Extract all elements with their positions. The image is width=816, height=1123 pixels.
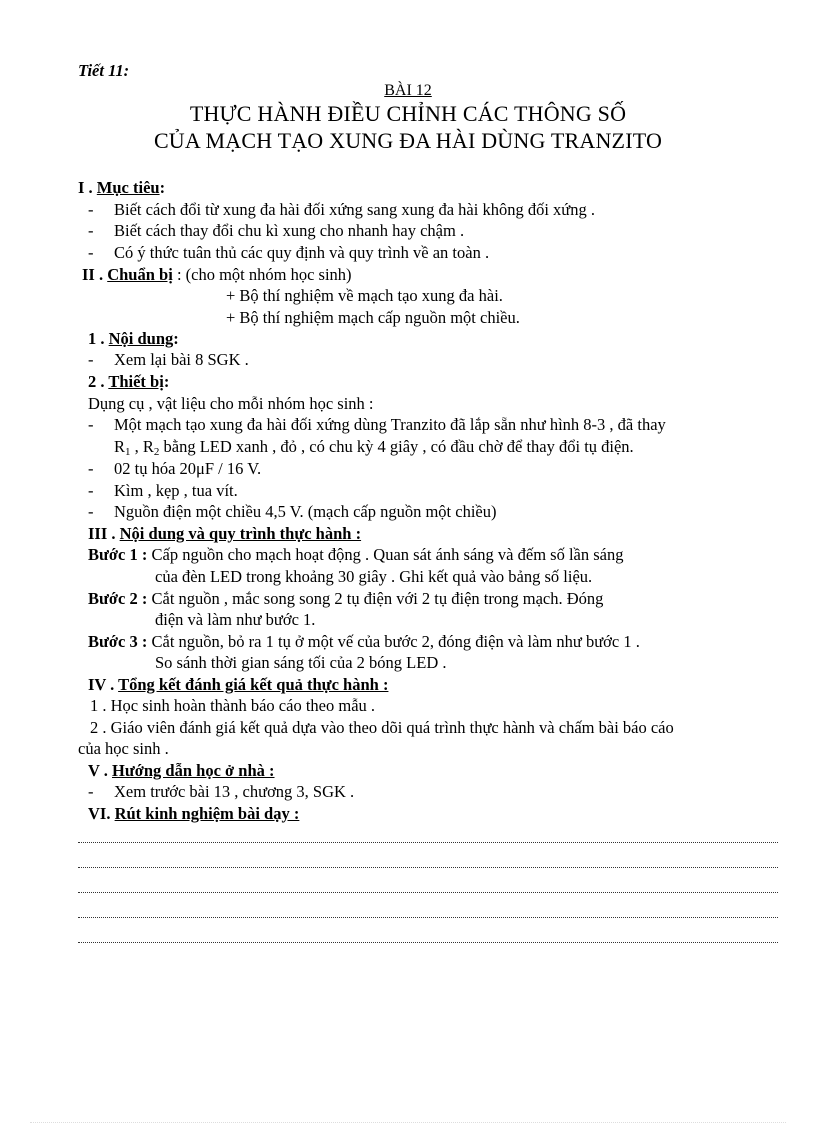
section-title: Chuẩn bị xyxy=(107,265,173,284)
step-3 xyxy=(88,631,640,653)
bullet: - xyxy=(88,415,94,434)
subscript: 1 xyxy=(125,446,131,458)
colon: : xyxy=(159,178,166,197)
objective-text: Biết cách thay đổi chu kì xung cho nhanh hay chậm . xyxy=(114,221,465,240)
section-prefix: IV . xyxy=(88,675,119,694)
dotted-line xyxy=(78,942,778,943)
colon: : xyxy=(163,372,170,391)
preparation-item: + Bộ thí nghiệm mạch cấp nguồn một chiều. xyxy=(226,308,520,327)
section-prefix: I . xyxy=(78,178,97,197)
summary-line: 2 . Giáo viên đánh giá kết quả dựa vào theo dõi quá trình thực hành và chấm bài báo cáo xyxy=(90,718,674,737)
page-title-line2: CỦA MẠCH TẠO XUNG ĐA HÀI DÙNG TRANZITO xyxy=(153,128,663,153)
sub-title: Thiết bị xyxy=(108,372,164,391)
sub-prefix: 1 . xyxy=(88,329,109,348)
step-2-continuation: điện và làm như bước 1. xyxy=(155,610,316,629)
objective-text: Có ý thức tuân thủ các quy định và quy trình về an toàn . xyxy=(114,243,490,262)
homework-text: Xem trước bài 13 , chương 3, SGK . xyxy=(114,782,355,801)
objective-item xyxy=(88,199,595,221)
step-text: Cắt nguồn, bỏ ra 1 tụ ở một vế của bước 2, đóng điện và làm như bước 1 . xyxy=(147,632,640,651)
dotted-line xyxy=(78,917,778,918)
objective-item xyxy=(88,220,464,242)
period-label: Tiết 11: xyxy=(78,61,130,80)
lesson-number: BÀI 12 xyxy=(384,82,432,99)
bullet: - xyxy=(88,481,94,500)
section-prefix: II . xyxy=(82,265,108,284)
content-text: Xem lại bài 8 SGK . xyxy=(114,350,249,369)
sub-prefix: 2 . xyxy=(88,372,109,391)
dotted-line xyxy=(78,867,778,868)
section-preparation-heading xyxy=(82,264,352,286)
bullet: - xyxy=(88,243,94,262)
equipment-text: 02 tụ hóa 20μF / 16 V. xyxy=(114,459,262,478)
section-title: Tổng kết đánh giá kết quả thực hành : xyxy=(118,675,389,694)
summary-line: 1 . Học sinh hoàn thành báo cáo theo mẫu . xyxy=(90,696,376,715)
step-1 xyxy=(88,544,623,566)
objective-item xyxy=(88,242,489,264)
equipment-item-continuation xyxy=(114,436,634,458)
equipment-text: Một mạch tạo xung đa hài đối xứng dùng Tranzito đã lắp sẵn như hình 8-3 , đã thay xyxy=(114,415,666,434)
bullet: - xyxy=(88,502,94,521)
bullet: - xyxy=(88,221,94,240)
step-label: Bước 2 : xyxy=(88,589,148,608)
homework-item xyxy=(88,781,354,803)
section-title: Mục tiêu xyxy=(96,178,160,197)
bullet: - xyxy=(88,459,94,478)
section-title: Nội dung và quy trình thực hành : xyxy=(119,524,362,543)
step-3-continuation: So sánh thời gian sáng tối của 2 bóng LED . xyxy=(155,653,447,672)
bullet: - xyxy=(88,782,94,801)
section-summary-heading xyxy=(88,674,388,696)
section-prefix: VI. xyxy=(88,804,115,823)
equipment-text: Nguồn điện một chiều 4,5 V. (mạch cấp nguồn một chiều) xyxy=(114,502,497,521)
step-label: Bước 1 : xyxy=(88,545,148,564)
section-suffix: : (cho một nhóm học sinh) xyxy=(172,265,352,284)
bullet: - xyxy=(88,200,94,219)
section-homework-heading xyxy=(88,760,275,782)
section-title: Hướng dẫn học ở nhà : xyxy=(112,761,275,780)
equipment-intro: Dụng cụ , vật liệu cho mỗi nhóm học sinh : xyxy=(88,394,374,413)
sub-title: Nội dung xyxy=(108,329,174,348)
step-1-continuation: của đèn LED trong khoảng 30 giây . Ghi kết quả vào bảng số liệu. xyxy=(155,567,593,586)
equipment-text: bằng LED xanh , đỏ , có chu kỳ 4 giây , có đầu chờ để thay đổi tụ điện. xyxy=(159,437,634,456)
page-title-line1: THỰC HÀNH ĐIỀU CHỈNH CÁC THÔNG SỐ xyxy=(189,101,627,126)
step-label: Bước 3 : xyxy=(88,632,148,651)
resistor-label: R xyxy=(114,437,126,456)
dotted-line xyxy=(78,842,778,843)
content-item xyxy=(88,349,249,371)
section-prefix: V . xyxy=(88,761,112,780)
objective-text: Biết cách đổi từ xung đa hài đối xứng sang xung đa hài không đối xứng . xyxy=(114,200,595,219)
summary-line: của học sinh . xyxy=(78,739,169,758)
resistor-label: , R xyxy=(130,437,154,456)
bullet: - xyxy=(88,350,94,369)
content-heading xyxy=(88,328,179,350)
equipment-item xyxy=(88,501,496,523)
equipment-item xyxy=(88,414,666,436)
step-2 xyxy=(88,588,603,610)
equipment-text: Kìm , kẹp , tua vít. xyxy=(114,481,238,500)
step-text: Cắt nguồn , mắc song song 2 tụ điện với 2 tụ điện trong mạch. Đóng xyxy=(147,589,604,608)
section-prefix: III . xyxy=(88,524,120,543)
colon: : xyxy=(173,329,179,348)
section-objectives-heading xyxy=(78,177,165,199)
preparation-item: + Bộ thí nghiệm về mạch tạo xung đa hài. xyxy=(226,286,503,305)
step-text: Cấp nguồn cho mạch hoạt động . Quan sát ánh sáng và đếm số lần sáng xyxy=(147,545,624,564)
dotted-line xyxy=(78,892,778,893)
section-title: Rút kinh nghiệm bài dạy : xyxy=(114,804,300,823)
section-reflection-heading xyxy=(88,803,299,825)
section-procedure-heading xyxy=(88,523,361,545)
subscript: 2 xyxy=(153,446,160,458)
equipment-item xyxy=(88,458,261,480)
equipment-heading xyxy=(88,371,169,393)
equipment-item xyxy=(88,480,238,502)
